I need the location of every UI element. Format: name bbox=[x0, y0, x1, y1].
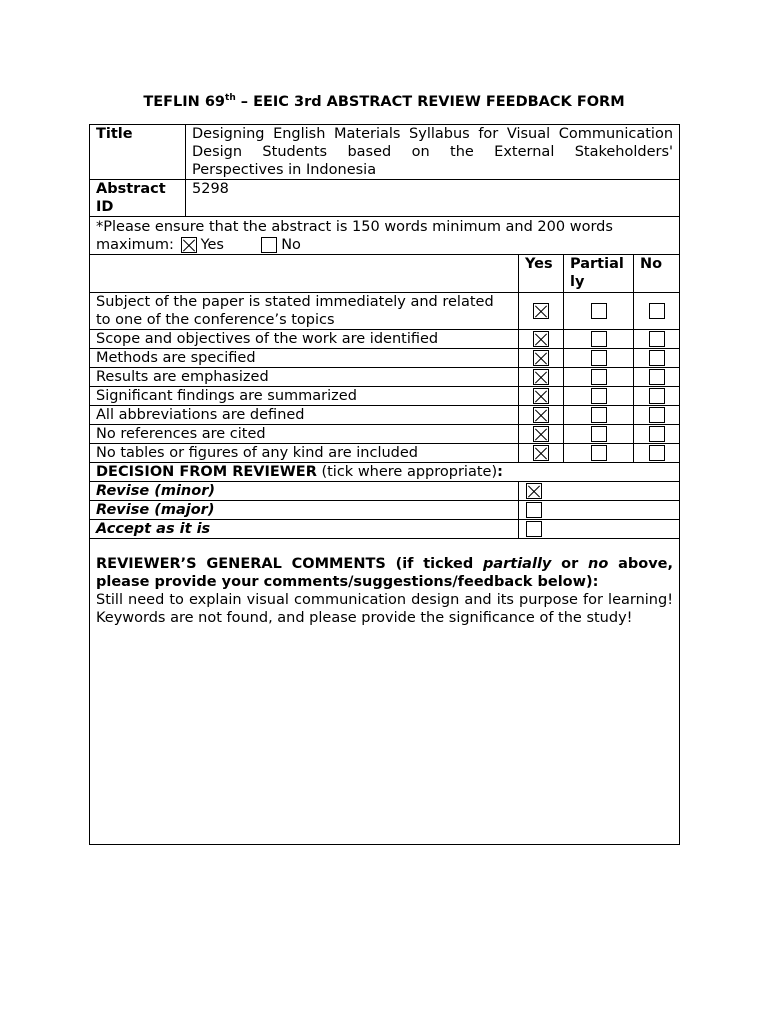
criteria-header-yes: Yes bbox=[519, 255, 564, 293]
review-form-table bbox=[89, 124, 680, 845]
criteria-row bbox=[90, 368, 680, 387]
criteria-row bbox=[90, 444, 680, 463]
criteria-yes-cell bbox=[519, 330, 564, 349]
title-label: Title bbox=[90, 125, 186, 180]
decision-option-checkbox[interactable] bbox=[526, 502, 542, 518]
criteria-partially-checkbox[interactable] bbox=[591, 369, 607, 385]
decision-option-cell bbox=[519, 501, 680, 520]
criteria-yes-checkbox[interactable] bbox=[533, 426, 549, 442]
criteria-label: Scope and objectives of the work are identified bbox=[90, 330, 519, 349]
decision-option-label: Revise (minor) bbox=[90, 482, 519, 501]
criteria-no-cell bbox=[634, 349, 680, 368]
criteria-yes-checkbox[interactable] bbox=[533, 303, 549, 319]
word-count-yes-label: Yes bbox=[200, 237, 224, 253]
decision-heading-cell bbox=[90, 463, 680, 482]
criteria-yes-cell bbox=[519, 406, 564, 425]
criteria-row bbox=[90, 349, 680, 368]
decision-option-checkbox[interactable] bbox=[526, 521, 542, 537]
criteria-no-checkbox[interactable] bbox=[649, 350, 665, 366]
criteria-no-checkbox[interactable] bbox=[649, 445, 665, 461]
criteria-no-cell bbox=[634, 293, 680, 330]
criteria-no-checkbox[interactable] bbox=[649, 407, 665, 423]
decision-option-checkbox[interactable] bbox=[526, 483, 542, 499]
criteria-partially-cell bbox=[564, 330, 634, 349]
criteria-partially-checkbox[interactable] bbox=[591, 303, 607, 319]
criteria-yes-checkbox[interactable] bbox=[533, 388, 549, 404]
criteria-label: Methods are specified bbox=[90, 349, 519, 368]
criteria-no-checkbox[interactable] bbox=[649, 303, 665, 319]
word-count-check bbox=[90, 217, 680, 255]
word-count-no-checkbox[interactable] bbox=[261, 237, 277, 253]
criteria-partially-cell bbox=[564, 387, 634, 406]
criteria-yes-cell bbox=[519, 387, 564, 406]
criteria-no-checkbox[interactable] bbox=[649, 369, 665, 385]
criteria-label: All abbreviations are defined bbox=[90, 406, 519, 425]
criteria-no-cell bbox=[634, 444, 680, 463]
criteria-yes-checkbox[interactable] bbox=[533, 350, 549, 366]
decision-option-label: Revise (major) bbox=[90, 501, 519, 520]
criteria-yes-cell bbox=[519, 425, 564, 444]
criteria-header-blank bbox=[90, 255, 519, 293]
comments-heading: REVIEWER’S GENERAL COMMENTS (if ticked partially or no above, please provide your comments/suggestions/feedback below): bbox=[96, 556, 673, 590]
reviewer-comments bbox=[90, 539, 680, 845]
decision-option-cell bbox=[519, 482, 680, 501]
criteria-no-cell bbox=[634, 406, 680, 425]
criteria-row bbox=[90, 293, 680, 330]
criteria-row bbox=[90, 425, 680, 444]
abstract-id-label: Abstract ID bbox=[90, 180, 186, 217]
criteria-partially-checkbox[interactable] bbox=[591, 331, 607, 347]
criteria-header-no: No bbox=[634, 255, 680, 293]
criteria-label: Results are emphasized bbox=[90, 368, 519, 387]
criteria-no-checkbox[interactable] bbox=[649, 426, 665, 442]
word-count-no-label: No bbox=[281, 237, 301, 253]
criteria-header-partially: Partially bbox=[564, 255, 634, 293]
criteria-yes-cell bbox=[519, 444, 564, 463]
decision-heading: DECISION FROM REVIEWER bbox=[96, 464, 317, 480]
criteria-no-checkbox[interactable] bbox=[649, 388, 665, 404]
word-count-yes-checkbox[interactable] bbox=[181, 237, 197, 253]
decision-option-label: Accept as it is bbox=[90, 520, 519, 539]
word-count-text: *Please ensure that the abstract is 150 words minimum and 200 words maximum: bbox=[96, 219, 613, 253]
criteria-label: No tables or figures of any kind are included bbox=[90, 444, 519, 463]
criteria-row bbox=[90, 330, 680, 349]
criteria-partially-cell bbox=[564, 349, 634, 368]
decision-option-cell bbox=[519, 520, 680, 539]
comments-text: Still need to explain visual communication design and its purpose for learning! Keywords are not found, and please provide the significance of the study! bbox=[96, 592, 674, 626]
decision-option-row bbox=[90, 482, 680, 501]
criteria-partially-cell bbox=[564, 425, 634, 444]
criteria-no-cell bbox=[634, 330, 680, 349]
decision-note: (tick where appropriate) bbox=[316, 464, 498, 480]
criteria-partially-cell bbox=[564, 406, 634, 425]
decision-section bbox=[90, 463, 680, 539]
criteria-partially-cell bbox=[564, 368, 634, 387]
form-title: TEFLIN 69th – EEIC 3rd ABSTRACT REVIEW FEEDBACK FORM bbox=[143, 93, 625, 110]
criteria-list bbox=[90, 293, 680, 463]
criteria-yes-cell bbox=[519, 349, 564, 368]
decision-option-row bbox=[90, 501, 680, 520]
criteria-yes-checkbox[interactable] bbox=[533, 369, 549, 385]
criteria-yes-checkbox[interactable] bbox=[533, 407, 549, 423]
abstract-id-value: 5298 bbox=[186, 180, 680, 217]
decision-colon: : bbox=[497, 464, 503, 480]
criteria-no-cell bbox=[634, 368, 680, 387]
criteria-partially-checkbox[interactable] bbox=[591, 426, 607, 442]
criteria-row bbox=[90, 387, 680, 406]
criteria-partially-cell bbox=[564, 293, 634, 330]
criteria-partially-checkbox[interactable] bbox=[591, 388, 607, 404]
criteria-row bbox=[90, 406, 680, 425]
decision-option-row bbox=[90, 520, 680, 539]
criteria-no-checkbox[interactable] bbox=[649, 331, 665, 347]
criteria-yes-checkbox[interactable] bbox=[533, 331, 549, 347]
criteria-yes-checkbox[interactable] bbox=[533, 445, 549, 461]
criteria-partially-checkbox[interactable] bbox=[591, 445, 607, 461]
criteria-partially-checkbox[interactable] bbox=[591, 350, 607, 366]
criteria-yes-cell bbox=[519, 293, 564, 330]
criteria-no-cell bbox=[634, 387, 680, 406]
criteria-label: Significant findings are summarized bbox=[90, 387, 519, 406]
criteria-no-cell bbox=[634, 425, 680, 444]
criteria-yes-cell bbox=[519, 368, 564, 387]
criteria-label: Subject of the paper is stated immediately and related to one of the conference’s topics bbox=[90, 293, 519, 330]
criteria-label: No references are cited bbox=[90, 425, 519, 444]
criteria-partially-checkbox[interactable] bbox=[591, 407, 607, 423]
paper-title: Designing English Materials Syllabus for Visual Communication Design Students based on the External Stakeholders' Perspectives in Indonesia bbox=[186, 125, 680, 180]
criteria-partially-cell bbox=[564, 444, 634, 463]
